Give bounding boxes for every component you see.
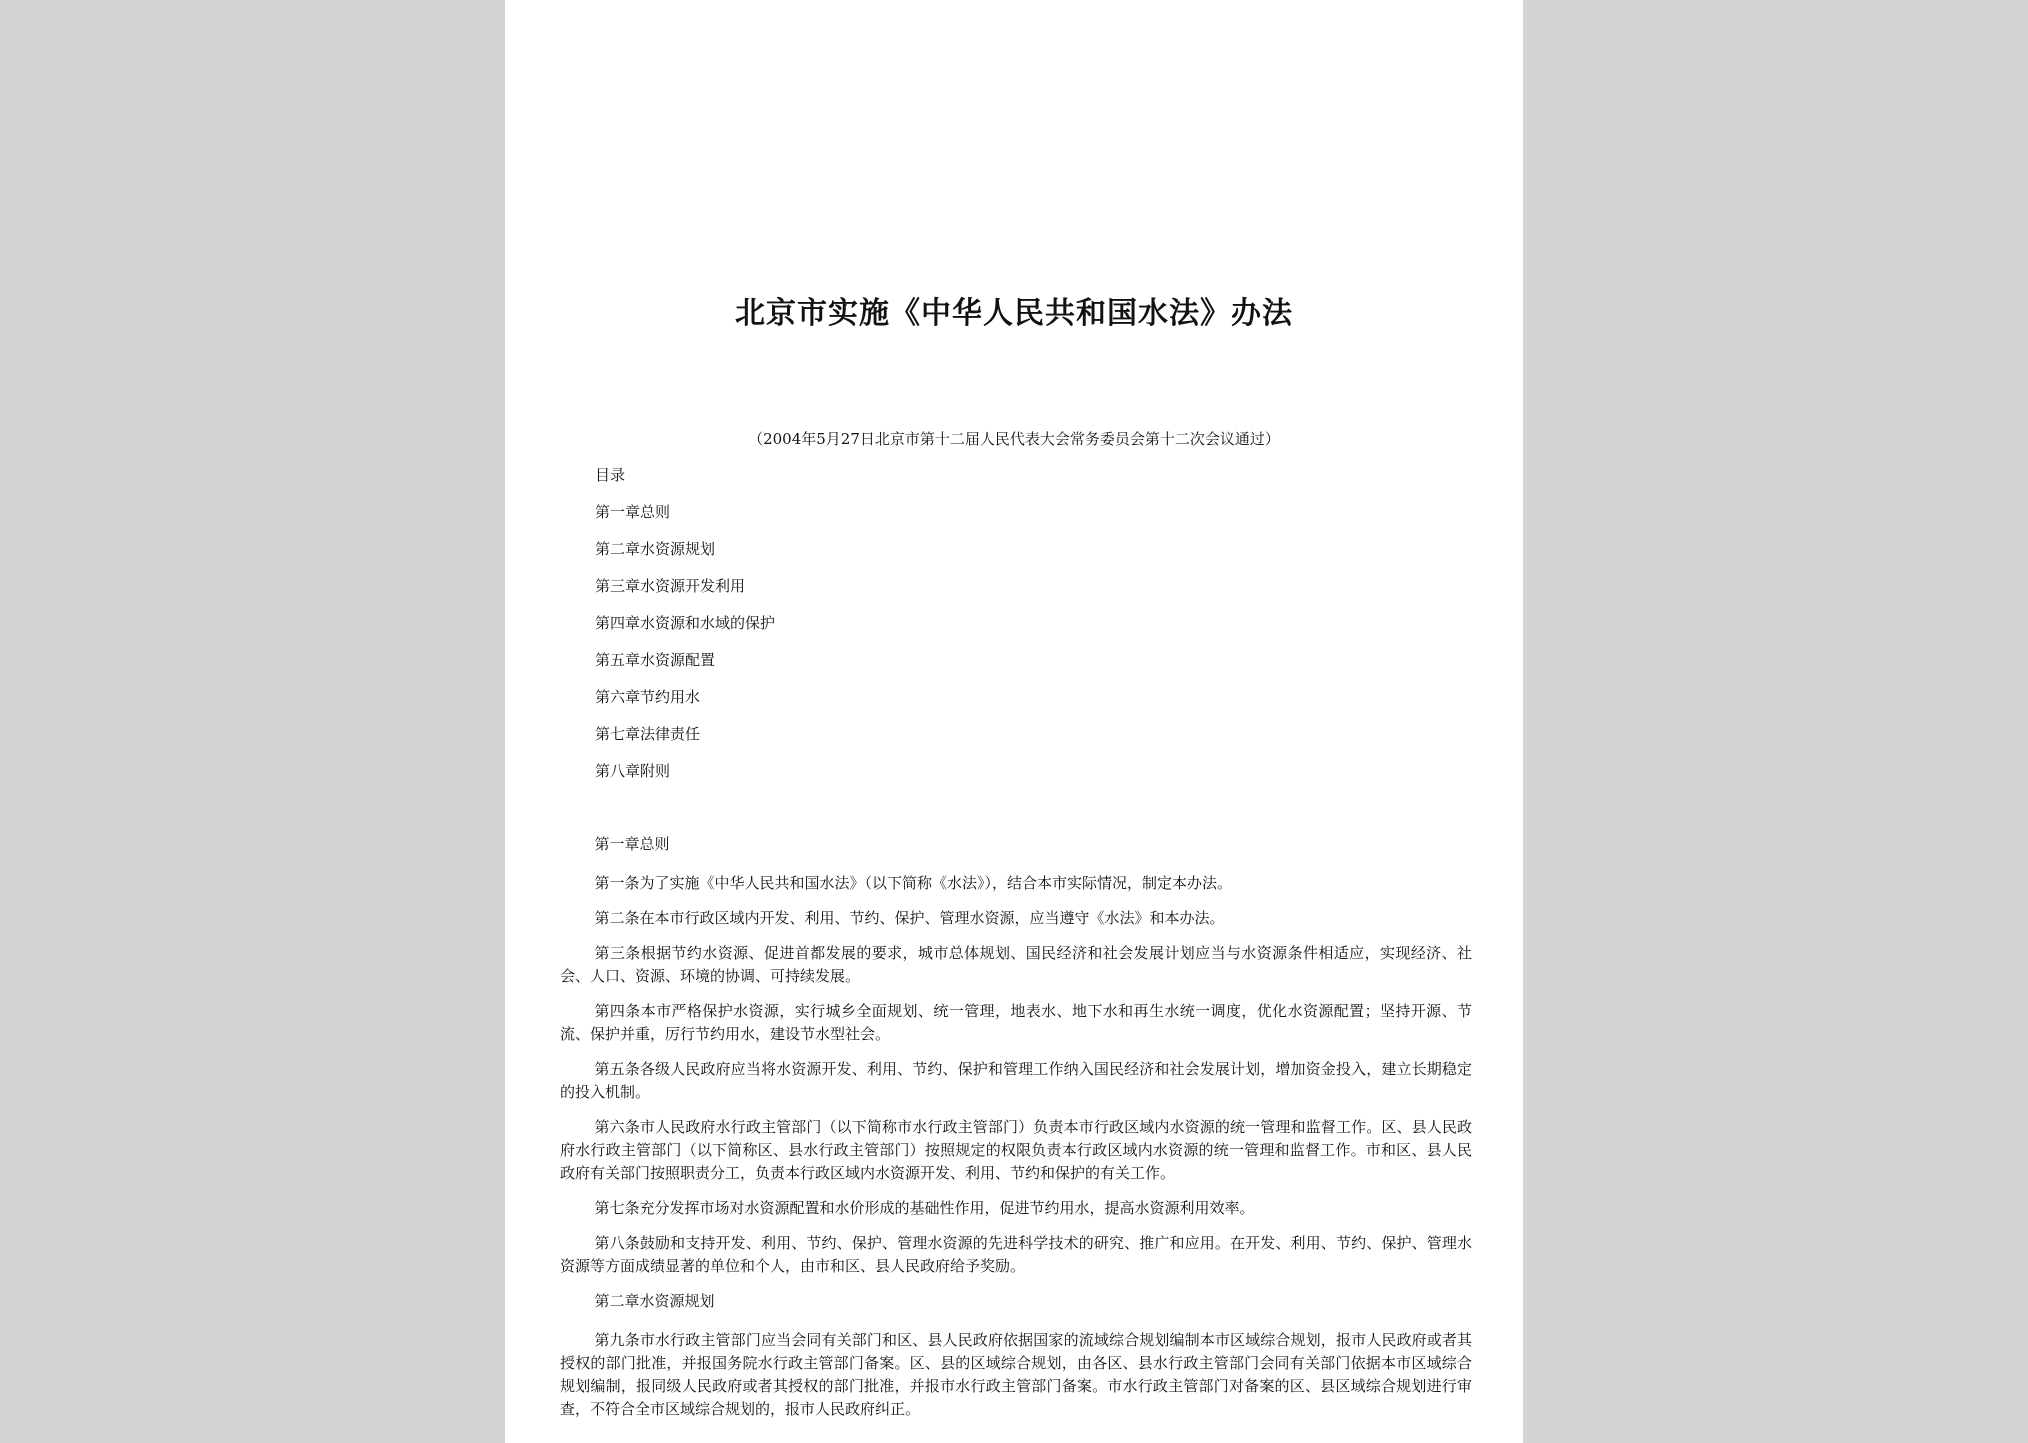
article-paragraph: 第二条在本市行政区域内开发、利用、节约、保护、管理水资源，应当遵守《水法》和本办法。: [594, 909, 1225, 927]
toc-item: 第五章水资源配置: [595, 651, 716, 669]
toc-item: 第一章总则: [595, 503, 671, 521]
toc-heading: 目录: [595, 466, 626, 484]
article-paragraph: 第八条鼓励和支持开发、利用、节约、保护、管理水资源的先进科学技术的研究、推广和应用。在开发、利用、节约、保护、管理水资源等方面成绩显著的单位和个人，由市和区、县人民政府给予奖励。: [560, 1234, 1472, 1275]
chapter-heading: 第一章总则: [594, 835, 670, 853]
toc-item: 第二章水资源规划: [595, 540, 716, 558]
toc-item: 第七章法律责任: [595, 725, 701, 743]
article-paragraph: 第五条各级人民政府应当将水资源开发、利用、节约、保护和管理工作纳入国民经济和社会发展计划，增加资金投入，建立长期稳定的投入机制。: [560, 1060, 1472, 1101]
article-paragraph: 第七条充分发挥市场对水资源配置和水价形成的基础性作用，促进节约用水，提高水资源利用效率。: [594, 1199, 1255, 1217]
document-page: [505, 0, 1523, 1443]
table-of-contents: [595, 463, 775, 796]
article-paragraph: 第一条为了实施《中华人民共和国水法》（以下简称《水法》），结合本市实际情况，制定本办法。: [594, 874, 1233, 892]
article-paragraph: 第四条本市严格保护水资源，实行城乡全面规划、统一管理，地表水、地下水和再生水统一调度，优化水资源配置；坚持开源、节流、保护并重，厉行节约用水，建设节水型社会。: [560, 1002, 1472, 1043]
toc-item: 第六章节约用水: [595, 688, 701, 706]
document-subtitle: （2004年5月27日北京市第十二届人民代表大会常务委员会第十二次会议通过）: [748, 430, 1280, 448]
toc-item: 第八章附则: [595, 762, 671, 780]
toc-item: 第四章水资源和水域的保护: [595, 614, 776, 632]
chapter-heading: 第二章水资源规划: [594, 1292, 715, 1310]
article-paragraph: 第三条根据节约水资源、促进首都发展的要求，城市总体规划、国民经济和社会发展计划应当与水资源条件相适应，实现经济、社会、人口、资源、环境的协调、可持续发展。: [560, 944, 1472, 985]
toc-item: 第三章水资源开发利用: [595, 577, 746, 595]
document-body: [560, 833, 1472, 1433]
document-title: 北京市实施《中华人民共和国水法》办法: [735, 296, 1293, 331]
article-paragraph: 第九条市水行政主管部门应当会同有关部门和区、县人民政府依据国家的流域综合规划编制本市区域综合规划，报市人民政府或者其授权的部门批准，并报国务院水行政主管部门备案。区、县的区域综合规划，由各区、县水行政主管部门会同有关部门依据本市区域综合规划编制，报同级人民政府或者其授权的部门批准，并报市水行政主管部门备案。市水行政主管部门对备案的区、县区域综合规划进行审查，不符合全市区域综合规划的，报市人民政府纠正。: [560, 1331, 1472, 1418]
article-paragraph: 第六条市人民政府水行政主管部门（以下简称市水行政主管部门）负责本市行政区域内水资源的统一管理和监督工作。区、县人民政府水行政主管部门（以下简称区、县水行政主管部门）按照规定的权限负责本行政区域内水资源的统一管理和监督工作。市和区、县人民政府有关部门按照职责分工，负责本行政区域内水资源开发、利用、节约和保护的有关工作。: [560, 1118, 1472, 1182]
